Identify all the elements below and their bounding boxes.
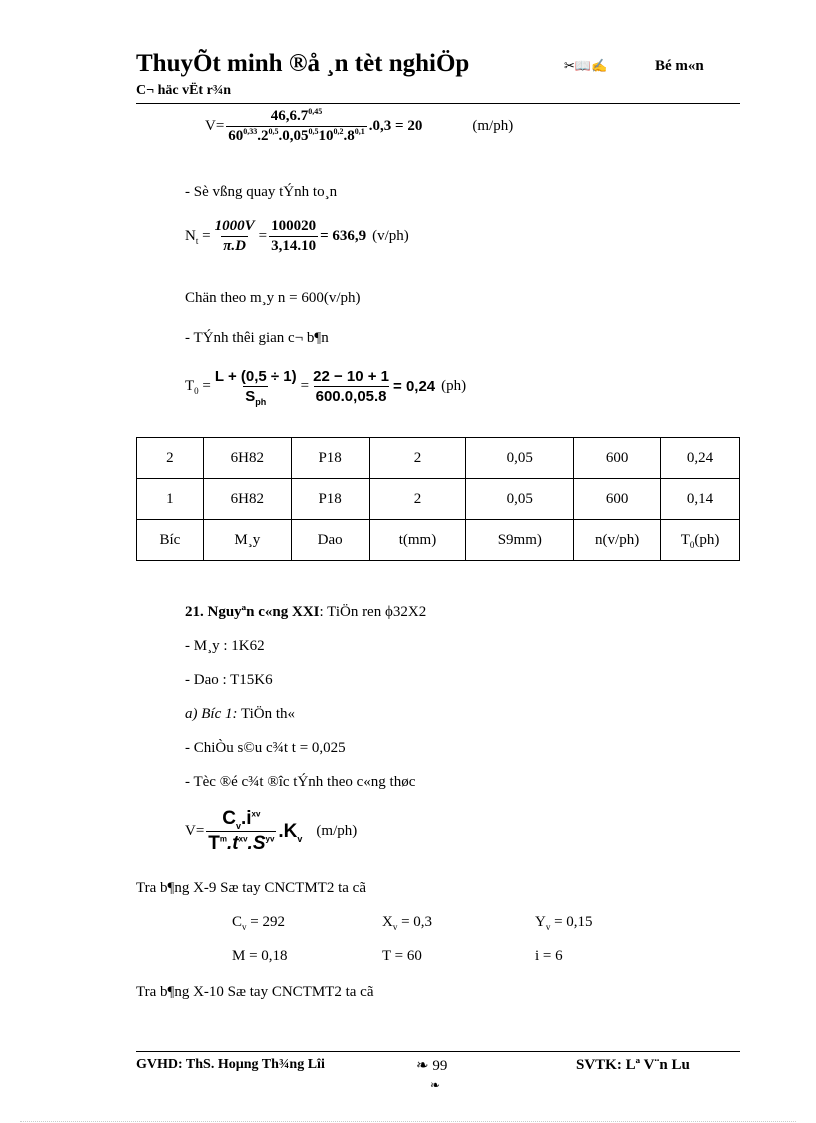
eq1-fraction bbox=[226, 108, 367, 145]
machine-line: - M¸y : 1K62 bbox=[185, 638, 265, 654]
table-cell: 2 bbox=[369, 479, 466, 520]
equation-machining-time: $T_0$ = $\frac{L + (0,5 \div 1)}{S_{ph}}$ = $\frac{22 - 10 + 1}{600.0,05.8}$ = 0,24 (ph) bbox=[185, 368, 467, 407]
eq2-fraction-2: $\frac{100020}{3,14.10}$ bbox=[271, 218, 317, 254]
header-rule bbox=[136, 103, 740, 104]
table-cell: 2 bbox=[369, 438, 466, 479]
table-header-row bbox=[137, 520, 740, 561]
table-header-cell: S9mm) bbox=[466, 520, 574, 561]
eq3-lhs: $T_0$ = bbox=[185, 378, 211, 396]
operations-table bbox=[136, 437, 740, 561]
header-ornament-icon: ✂📖✍ bbox=[564, 58, 608, 73]
spindle-speed-label: - Sè vßng quay tÝnh to¸n bbox=[185, 184, 338, 200]
table-header-cell: n(v/ph) bbox=[574, 520, 661, 561]
param-i: i = 6 bbox=[535, 948, 563, 964]
table-cell: 600 bbox=[574, 438, 661, 479]
param-cv: $C_v = 292$ bbox=[232, 914, 285, 932]
cut-depth-line: - ChiÒu s©u c¾t t = 0,025 bbox=[185, 740, 346, 756]
department-label: Bé m«n bbox=[655, 58, 704, 74]
eq1-unit: (m/ph) bbox=[472, 118, 514, 134]
eq4-fraction: $\frac{C_v.i^{xv}}{T^m.t^{xv}.S^{yv}}$ bbox=[208, 808, 275, 854]
table-cell: 600 bbox=[574, 479, 661, 520]
table-cell: 0,24 bbox=[661, 438, 740, 479]
table-cell: 0,05 bbox=[466, 438, 574, 479]
table-header-cell: Bíc bbox=[137, 520, 204, 561]
lookup-table-x10: Tra b¶ng X-10 Sæ tay CNCTMT2 ta cã bbox=[136, 984, 374, 1000]
eq3-result: = 0,24 bbox=[393, 378, 436, 395]
table-cell: 6H82 bbox=[203, 479, 291, 520]
table-cell: 1 bbox=[137, 479, 204, 520]
table-cell: 0,05 bbox=[466, 479, 574, 520]
param-t: T = 60 bbox=[382, 948, 422, 964]
eq2-result: = 636,9 bbox=[320, 228, 367, 244]
lookup-table-x9: Tra b¶ng X-9 Sæ tay CNCTMT2 ta cã bbox=[136, 880, 366, 896]
table-header-cell: M¸y bbox=[203, 520, 291, 561]
table-cell: P18 bbox=[291, 438, 369, 479]
machining-time-label: - TÝnh thêi gian c¬ b¶n bbox=[185, 330, 329, 346]
table-cell: 0,14 bbox=[661, 479, 740, 520]
eq2-fraction-1: $\frac{1000V}{\pi.D}$ bbox=[214, 218, 255, 254]
equation-spindle-speed: $N_t$ = $\frac{1000V}{\pi.D}$ = $\frac{100020}{3,14.10}$ = 636,9 (v/ph) bbox=[185, 218, 409, 254]
section-heading: 21. Nguyªn c«ng XXI: TiÖn ren ϕ32X2 bbox=[185, 604, 427, 620]
eq2-unit: (v/ph) bbox=[372, 228, 409, 244]
page-edge bbox=[20, 1121, 796, 1122]
cutting-speed-label: - Tèc ®é c¾t ®îc tÝnh theo c«ng thøc bbox=[185, 774, 416, 790]
eq1-numerator: 46,6.7$^{0,45}$ bbox=[270, 107, 323, 124]
table-cell: 2 bbox=[137, 438, 204, 479]
table-header-cell: t(mm) bbox=[369, 520, 466, 561]
param-yv: $Y_v = 0,15$ bbox=[535, 914, 593, 932]
chosen-speed-line: Chän theo m¸y n = 600(v/ph) bbox=[185, 290, 361, 306]
table-header-cell: $T_0(ph)$ bbox=[661, 520, 740, 561]
table-row bbox=[137, 479, 740, 520]
page-number: ❧ 99 bbox=[416, 1058, 448, 1074]
eq3-fraction-1: $\frac{L + (0,5 \div 1)}{S_{ph}}$ bbox=[214, 368, 297, 407]
document-title: ThuyÕt minh ®å ¸n tèt nghiÖp bbox=[136, 50, 470, 77]
eq4-tail: $.K_v$ bbox=[278, 820, 303, 844]
eq1-result: .0,3 = 20 bbox=[368, 118, 423, 134]
table-cell: P18 bbox=[291, 479, 369, 520]
supervisor-label: GVHD: ThS. Hoµng Th¾ng Lîi bbox=[136, 1057, 325, 1072]
table-cell: 6H82 bbox=[203, 438, 291, 479]
footer-rule bbox=[136, 1051, 740, 1052]
equation-cutting-speed-formula bbox=[185, 808, 357, 855]
footer-ornament-icon: ❧ bbox=[430, 1078, 441, 1092]
tool-line: - Dao : T15K6 bbox=[185, 672, 273, 688]
param-m: M = 0,18 bbox=[232, 948, 288, 964]
page-ornament-icon: ❧ bbox=[416, 1058, 429, 1074]
param-xv: $X_v = 0,3$ bbox=[382, 914, 433, 932]
equation-cutting-speed-1 bbox=[205, 108, 513, 145]
step-line: a) Bíc 1: TiÖn th« bbox=[185, 706, 296, 722]
eq2-lhs: $N_t$ = bbox=[185, 228, 211, 246]
eq4-lhs: V= bbox=[185, 823, 205, 839]
table-header-cell: Dao bbox=[291, 520, 369, 561]
eq3-unit: (ph) bbox=[441, 378, 467, 394]
eq1-lhs: V= bbox=[205, 118, 225, 134]
eq1-denominator: 60$^{0,33}$.2$^{0,5}$.0,05$^{0,5}$10$^{0,2}$.8$^{0,1}$ bbox=[228, 127, 365, 144]
document-subtitle: C¬ häc vËt r¾n bbox=[136, 83, 232, 98]
eq4-unit: (m/ph) bbox=[316, 823, 358, 839]
student-label: SVTK: Lª V¨n Lu bbox=[576, 1057, 690, 1073]
table-row bbox=[137, 438, 740, 479]
eq3-fraction-2: $\frac{22 - 10 + 1}{600.0,05.8}$ bbox=[313, 368, 390, 405]
